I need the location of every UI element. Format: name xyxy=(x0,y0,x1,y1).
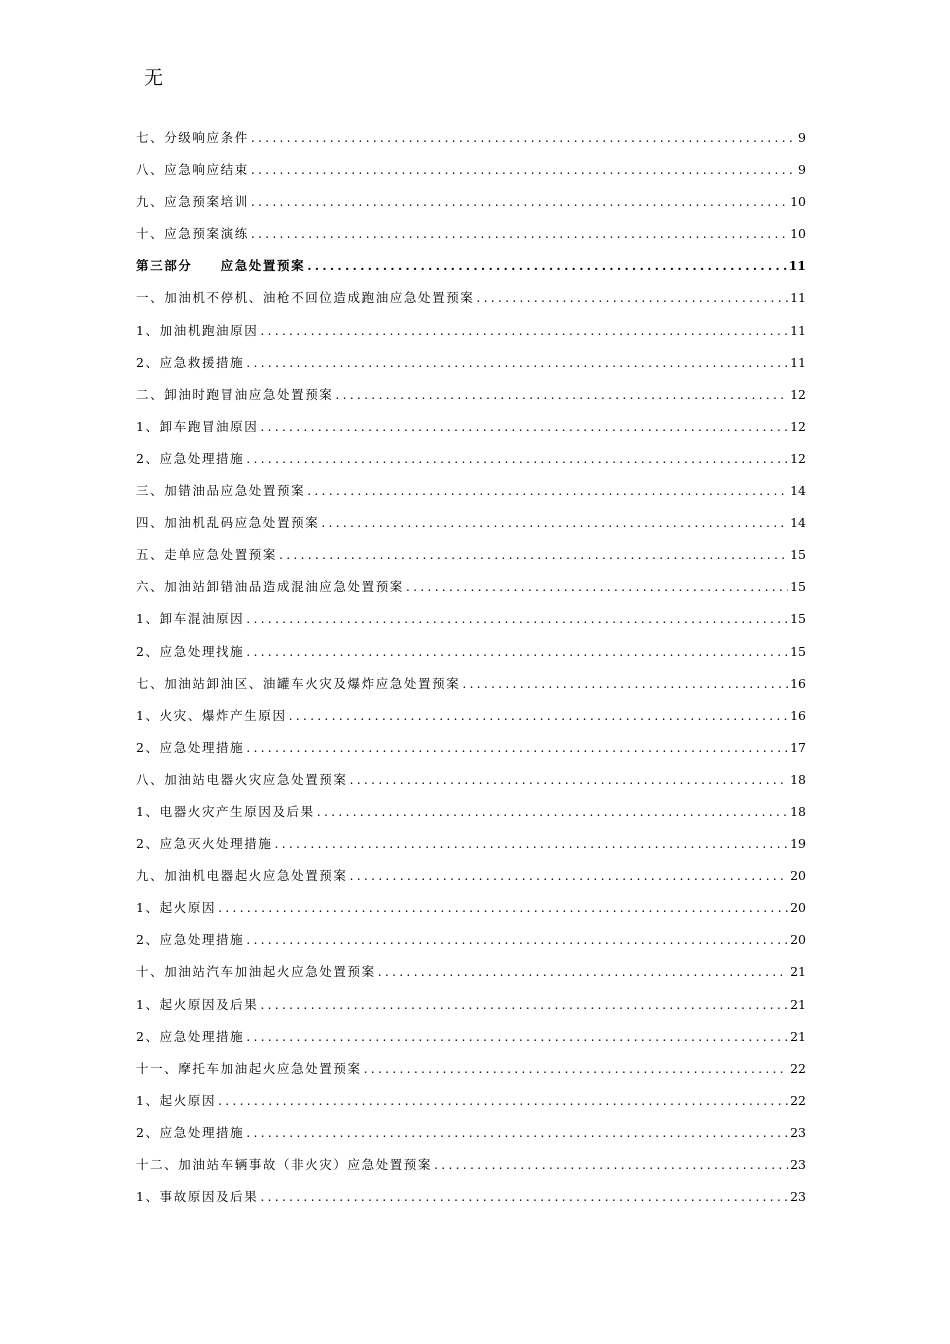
toc-entry-page: 20 xyxy=(790,900,806,916)
toc-entry-title: 五、走单应急处置预案 xyxy=(136,547,278,563)
toc-entry-title: 1、加油机跑油原因 xyxy=(136,322,259,338)
toc-entry[interactable] xyxy=(136,347,806,379)
toc-leader-dots xyxy=(260,411,788,443)
toc-entry-title: 1、火灾、爆炸产生原因 xyxy=(136,707,287,723)
toc-entry-page: 12 xyxy=(790,450,806,466)
toc-entry[interactable] xyxy=(136,1117,806,1149)
toc-entry-page: 21 xyxy=(790,964,806,980)
toc-leader-dots xyxy=(246,603,788,635)
toc-entry-page: 18 xyxy=(790,803,806,819)
toc-entry-title: 三、加错油品应急处置预案 xyxy=(136,483,306,499)
toc-entry[interactable] xyxy=(136,956,806,988)
toc-leader-dots xyxy=(364,1053,788,1085)
toc-leader-dots xyxy=(289,700,789,732)
toc-entry-page: 16 xyxy=(790,707,806,723)
toc-entry-title: 九、应急预案培训 xyxy=(136,194,249,210)
toc-entry[interactable] xyxy=(136,250,806,282)
toc-leader-dots xyxy=(307,250,786,282)
toc-leader-dots xyxy=(279,539,788,571)
toc-leader-dots xyxy=(378,956,788,988)
toc-entry-title: 十、应急预案演练 xyxy=(136,226,249,242)
toc-entry-page: 15 xyxy=(790,579,806,595)
toc-entry-title: 1、电器火灾产生原因及后果 xyxy=(136,803,315,819)
toc-leader-dots xyxy=(251,218,788,250)
toc-leader-dots xyxy=(246,443,788,475)
toc-entry[interactable] xyxy=(136,892,806,924)
toc-entry-page: 9 xyxy=(798,162,806,178)
toc-entry[interactable] xyxy=(136,379,806,411)
toc-leader-dots xyxy=(317,796,788,828)
toc-entry-page: 10 xyxy=(790,194,806,210)
toc-entry-page: 9 xyxy=(798,130,806,145)
toc-entry-page: 22 xyxy=(790,1092,806,1108)
toc-entry-page: 11 xyxy=(788,258,806,274)
toc-entry-title: 1、起火原因及后果 xyxy=(136,996,259,1012)
toc-entry-title: 四、加油机乱码应急处置预案 xyxy=(136,515,320,531)
toc-leader-dots xyxy=(251,122,796,154)
toc-entry[interactable] xyxy=(136,154,806,186)
toc-entry[interactable] xyxy=(136,122,806,154)
toc-entry[interactable] xyxy=(136,636,806,668)
toc-leader-dots xyxy=(462,668,788,700)
toc-entry-title: 十二、加油站车辆事故（非火灾）应急处置预案 xyxy=(136,1157,433,1172)
toc-entry-title: 2、应急灭火处理措施 xyxy=(136,836,273,852)
toc-entry[interactable] xyxy=(136,507,806,539)
toc-entry-page: 14 xyxy=(790,483,806,499)
toc-leader-dots xyxy=(260,1181,788,1213)
toc-entry[interactable] xyxy=(136,764,806,796)
toc-entry-page: 23 xyxy=(790,1189,806,1205)
toc-entry-title: 2、应急处理找施 xyxy=(136,643,245,659)
toc-leader-dots xyxy=(335,379,788,411)
toc-leader-dots xyxy=(251,186,788,218)
toc-entry-title: 七、分级响应条件 xyxy=(136,130,249,145)
toc-entry-title: 1、卸车混油原因 xyxy=(136,611,245,627)
toc-entry-page: 20 xyxy=(790,932,806,948)
toc-entry-title: 2、应急处理措施 xyxy=(136,739,245,755)
toc-entry-page: 15 xyxy=(790,611,806,627)
toc-leader-dots xyxy=(251,154,796,186)
toc-leader-dots xyxy=(246,924,788,956)
toc-entry[interactable] xyxy=(136,796,806,828)
toc-entry[interactable] xyxy=(136,443,806,475)
toc-entry-title: 1、卸车跑冒油原因 xyxy=(136,418,259,434)
toc-entry-title: 八、加油站电器火灾应急处置预案 xyxy=(136,771,348,787)
toc-entry-title: 第三部分 应急处置预案 xyxy=(136,258,306,274)
toc-entry[interactable] xyxy=(136,282,806,314)
toc-entry[interactable] xyxy=(136,539,806,571)
toc-entry-page: 23 xyxy=(790,1157,806,1172)
table-of-contents xyxy=(136,122,806,1213)
toc-leader-dots xyxy=(434,1149,788,1181)
toc-entry-page: 15 xyxy=(790,643,806,659)
toc-entry-title: 七、加油站卸油区、油罐车火灾及爆炸应急处置预案 xyxy=(136,675,461,691)
toc-leader-dots xyxy=(406,571,788,603)
toc-entry[interactable] xyxy=(136,668,806,700)
toc-entry[interactable] xyxy=(136,218,806,250)
toc-entry-title: 八、应急响应结束 xyxy=(136,162,249,178)
toc-entry[interactable] xyxy=(136,475,806,507)
toc-leader-dots xyxy=(307,475,788,507)
toc-leader-dots xyxy=(246,347,788,379)
toc-entry-page: 11 xyxy=(790,354,806,370)
toc-entry[interactable] xyxy=(136,1149,806,1181)
toc-leader-dots xyxy=(260,989,788,1021)
toc-entry[interactable] xyxy=(136,571,806,603)
toc-entry-title: 十、加油站汽车加油起火应急处置预案 xyxy=(136,964,376,980)
toc-entry[interactable] xyxy=(136,1021,806,1053)
toc-entry-title: 2、应急处理措施 xyxy=(136,1124,245,1140)
toc-leader-dots xyxy=(350,764,789,796)
toc-entry-page: 21 xyxy=(790,996,806,1012)
toc-entry[interactable] xyxy=(136,186,806,218)
toc-entry[interactable] xyxy=(136,924,806,956)
toc-entry[interactable] xyxy=(136,828,806,860)
toc-leader-dots xyxy=(476,282,788,314)
toc-leader-dots xyxy=(246,636,788,668)
toc-entry-title: 一、加油机不停机、油枪不回位造成跑油应急处置预案 xyxy=(136,290,475,306)
toc-entry-title: 2、应急处理措施 xyxy=(136,932,245,948)
toc-leader-dots xyxy=(321,507,788,539)
toc-entry[interactable] xyxy=(136,860,806,892)
toc-leader-dots xyxy=(260,315,788,347)
toc-entry-page: 21 xyxy=(790,1028,806,1044)
toc-leader-dots xyxy=(218,892,788,924)
toc-entry-page: 17 xyxy=(790,739,806,755)
toc-entry[interactable] xyxy=(136,1085,806,1117)
toc-entry-title: 1、起火原因 xyxy=(136,1092,217,1108)
toc-entry-title: 十一、摩托车加油起火应急处置预案 xyxy=(136,1060,362,1076)
toc-entry[interactable] xyxy=(136,1053,806,1085)
toc-entry[interactable] xyxy=(136,315,806,347)
toc-entry-title: 九、加油机电器起火应急处置预案 xyxy=(136,868,348,884)
toc-entry-title: 2、应急救援措施 xyxy=(136,354,245,370)
toc-leader-dots xyxy=(246,1117,788,1149)
toc-entry[interactable] xyxy=(136,989,806,1021)
toc-entry-page: 11 xyxy=(790,290,806,306)
header-mark: 无 xyxy=(144,67,164,89)
toc-entry-page: 12 xyxy=(790,418,806,434)
toc-entry-page: 20 xyxy=(790,868,806,884)
toc-entry[interactable] xyxy=(136,603,806,635)
toc-entry-page: 15 xyxy=(790,547,806,563)
toc-entry-page: 23 xyxy=(790,1124,806,1140)
toc-entry-title: 1、起火原因 xyxy=(136,900,217,916)
toc-leader-dots xyxy=(246,732,788,764)
toc-entry[interactable] xyxy=(136,1181,806,1213)
toc-leader-dots xyxy=(246,1021,788,1053)
toc-entry[interactable] xyxy=(136,411,806,443)
toc-entry-title: 六、加油站卸错油品造成混油应急处置预案 xyxy=(136,579,404,595)
toc-entry-page: 14 xyxy=(790,515,806,531)
toc-entry-title: 2、应急处理措施 xyxy=(136,450,245,466)
toc-entry-title: 二、卸油时跑冒油应急处置预案 xyxy=(136,386,334,402)
toc-entry-title: 1、事故原因及后果 xyxy=(136,1189,259,1205)
toc-entry-page: 16 xyxy=(790,675,806,691)
toc-entry-page: 11 xyxy=(790,322,806,338)
toc-entry[interactable] xyxy=(136,732,806,764)
toc-entry-page: 18 xyxy=(790,771,806,787)
toc-entry-page: 10 xyxy=(790,226,806,242)
toc-entry-page: 12 xyxy=(790,386,806,402)
toc-leader-dots xyxy=(218,1085,788,1117)
toc-leader-dots xyxy=(274,828,788,860)
toc-entry-page: 22 xyxy=(790,1060,806,1076)
toc-entry-page: 19 xyxy=(790,836,806,852)
toc-entry-title: 2、应急处理措施 xyxy=(136,1028,245,1044)
toc-entry[interactable] xyxy=(136,700,806,732)
toc-leader-dots xyxy=(350,860,789,892)
